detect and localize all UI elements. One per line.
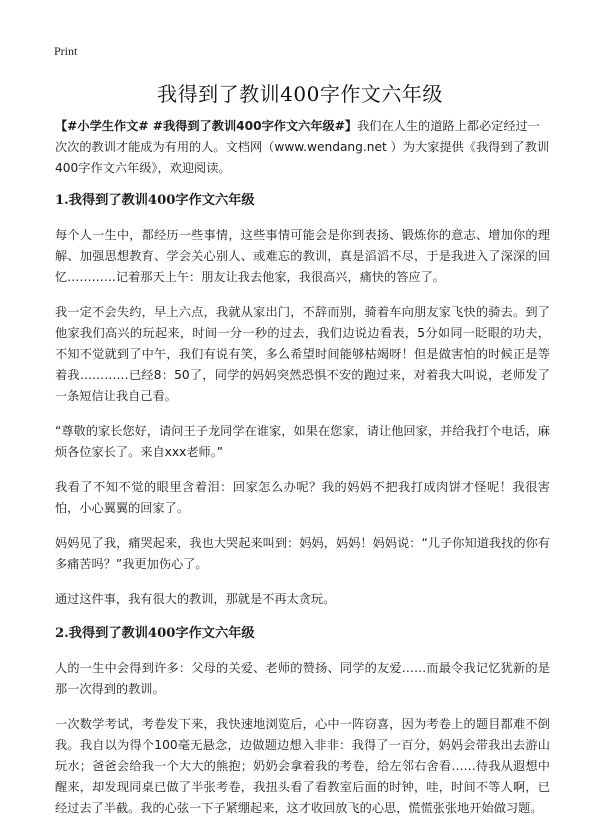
paragraph: 每个人一生中，都经历一些事情，这些事情可能会是你到表扬、锻炼你的意志、增加你的理解、加强思想教育、学会关心别人、或难忘的教训，真是滔滔不尽，于是我进入了深深的回忆…………记着那天上午：朋友让我去他家，我很高兴，痛快的答应了。 — [55, 228, 550, 284]
section-heading: 1.我得到了教训400字作文六年级 — [55, 193, 255, 208]
intro-paragraph — [55, 116, 550, 179]
paragraph: 我一定不会失约，早上六点，我就从家出门，不辞而别，骑着车向朋友家飞快的骑去。到了他家我们高兴的玩起来，时间一分一秒的过去，我们边说边看表，5分如同一眨眼的功夫，不知不觉就到了中午，我们有说有笑，多么希望时间能够枯竭呀！但是做害怕的时候正是等着我…………已经8：50了，同学的妈妈突然恐惧不安的跑过来，对着我大叫说，老师发了一条短信让我自己看。 — [55, 305, 550, 403]
paragraph: 通过这件事，我有很大的教训，那就是不再太贪玩。 — [55, 592, 336, 606]
paragraph: “尊敬的家长您好，请问王子龙同学在谁家，如果在您家，请让他回家，并给我打个电话，麻烦各位家长了。来自xxx老师。” — [55, 424, 550, 459]
page-title: 我得到了教训400字作文六年级 — [157, 82, 443, 106]
section-1 — [55, 191, 550, 610]
paragraph: 人的一生中会得到许多：父母的关爱、老师的赞扬、同学的友爱……而最令我记忆犹新的是那一次得到的教训。 — [55, 661, 550, 696]
section-2 — [55, 624, 550, 819]
intro-text: 我们在人生的道路上都必定经过一次次的教训才能成为有用的人。文档网（www.wendang.net ）为大家提供《我得到了教训400字作文六年级》，欢迎阅读。 — [55, 119, 550, 175]
paragraph: 一次数学考试，考卷发下来，我快速地浏览后，心中一阵窃喜，因为考卷上的题目都难不倒我。我自以为得个100毫无悬念，边做题边想入非非：我得了一百分，妈妈会带我出去游山玩水；爸爸会给我一个大大的熊抱；奶奶会拿着我的考卷，给左邻右舍看……待我从遐想中醒来，却发现同桌已做了半张考卷，我扭头看了看教室后面的时钟，哇，时间不等人啊，已经过去了半截。我的心弦一下子紧绷起来，这才收回放飞的心思，慌慌张张地开始做习题。 — [55, 717, 550, 815]
intro-tags: 【#小学生作文# #我得到了教训400字作文六年级#】 — [55, 119, 358, 133]
print-label: Print — [54, 44, 78, 58]
document-body — [55, 116, 550, 833]
paragraph: 妈妈见了我，痛哭起来，我也大哭起来叫到：妈妈，妈妈！妈妈说：“儿子你知道我找的你有多痛苦吗？”我更加伤心了。 — [55, 536, 550, 571]
section-heading: 2.我得到了教训400字作文六年级 — [55, 626, 255, 641]
paragraph: 我看了不知不觉的眼里含着泪：回家怎么办呢？我的妈妈不把我打成肉饼才怪呢！我很害怕，小心翼翼的回家了。 — [55, 480, 550, 515]
